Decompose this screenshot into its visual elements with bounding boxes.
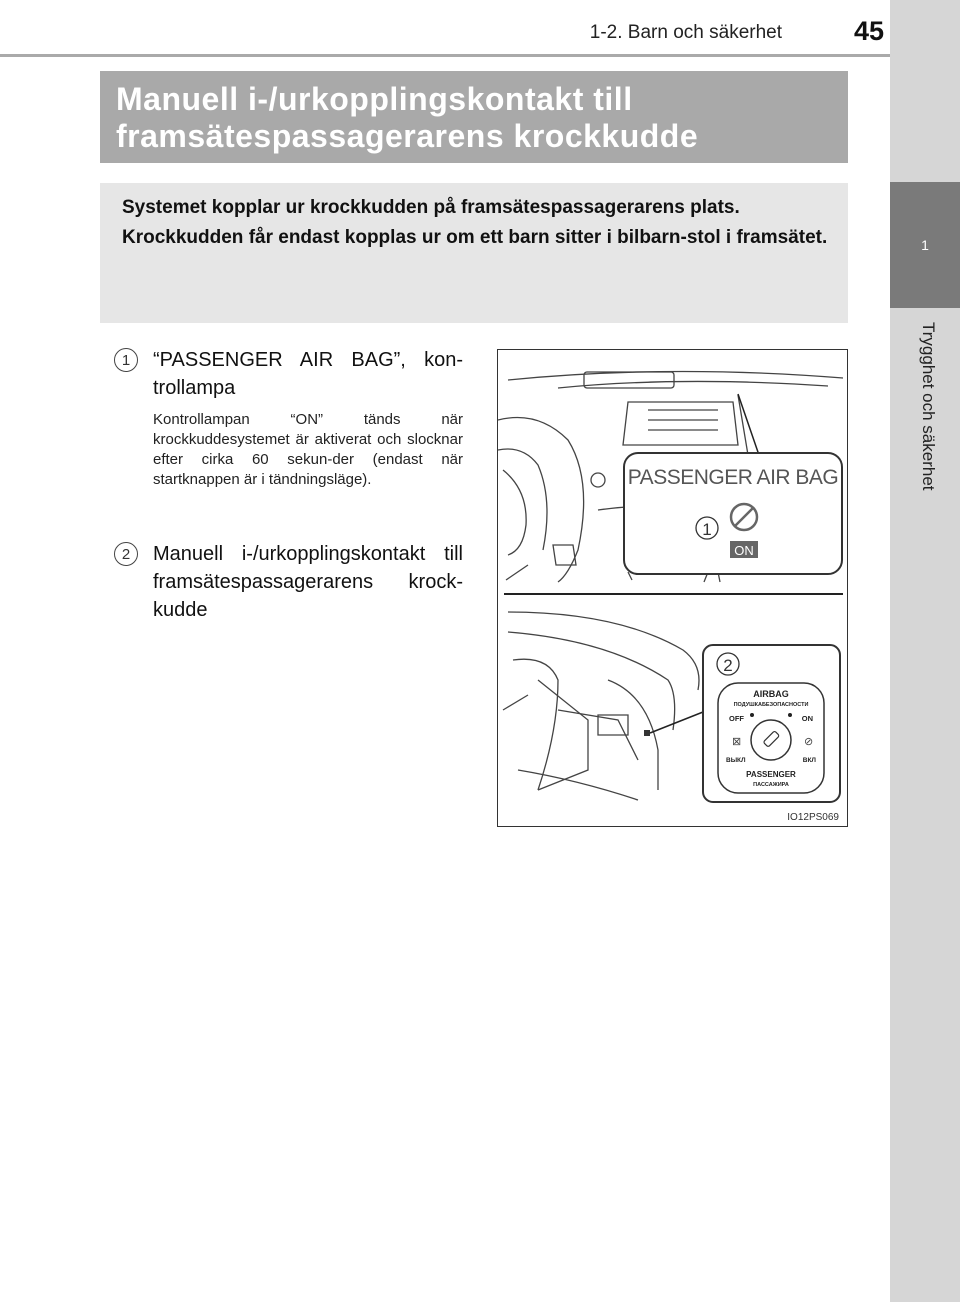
dashboard-illustration: [497, 349, 848, 827]
switch-on-label: ON: [801, 714, 813, 723]
airbag-disabled-icon: ⊠: [732, 736, 742, 748]
intro-paragraph-2: Krockkudden får endast kopplas ur om ett barn sitter i bilbarn-stol i framsätet.: [122, 227, 828, 248]
item-title-1: “PASSENGER AIR BAG”, kon-trollampa: [153, 349, 463, 399]
section-heading: 1-2. Barn och säkerhet: [589, 22, 782, 43]
switch-off-label-ru: ВЫКЛ: [726, 757, 746, 764]
figure-code: IO12PS069: [787, 812, 839, 823]
callout-1: 1: [702, 520, 712, 539]
item-number-2: 2: [114, 542, 138, 566]
dashboard-drawing: [498, 350, 848, 827]
switch-passenger-label: PASSENGER: [746, 770, 796, 779]
page-title: Manuell i-/urkopplingskontakt till framsätespassagerarens krockkudde: [116, 81, 699, 154]
item-number-1: 1: [114, 348, 138, 372]
item-description-1: Kontrollampan “ON” tänds när krockkuddesystemet är aktiverat och slocknar efter cirka 60 sekun-der (endast när startknappen är i tändningsläge).: [153, 411, 463, 488]
intro-text: [122, 193, 830, 253]
switch-on-label-ru: ВКЛ: [802, 757, 816, 764]
chapter-label: Trygghet och säkerhet: [919, 322, 938, 491]
switch-airbag-label: AIRBAG: [753, 689, 789, 699]
indicator-panel-label: PASSENGER AIR BAG: [627, 466, 839, 489]
title-band: [100, 71, 848, 163]
callout-2: 2: [723, 656, 733, 675]
header-divider: [0, 54, 890, 57]
airbag-enabled-icon: ⊘: [804, 736, 814, 748]
item-title-2: Manuell i-/urkopplingskontakt till framsätespassagerarens krock-kudde: [153, 543, 463, 621]
intro-box: [100, 183, 848, 323]
switch-off-label: OFF: [729, 714, 744, 723]
intro-paragraph-1: Systemet kopplar ur krockkudden på framsätespassagerarens plats.: [122, 197, 740, 218]
chapter-number: 1: [890, 182, 960, 308]
switch-passenger-label-ru: ПАССАЖИРА: [753, 782, 789, 788]
page-number: 45: [853, 16, 884, 46]
switch-airbag-label-ru: ПОДУШКАБЕЗОПАСНОСТИ: [733, 702, 809, 708]
indicator-on-label: ON: [734, 543, 754, 558]
